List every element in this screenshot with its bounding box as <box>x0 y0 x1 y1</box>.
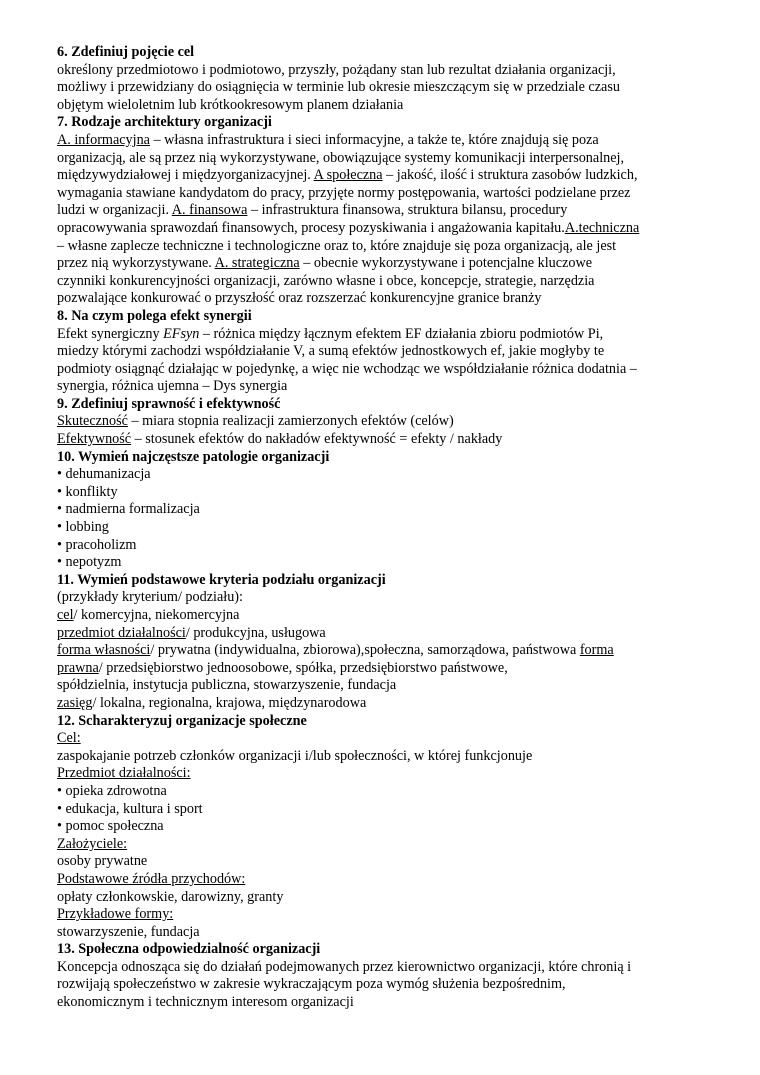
q11-line: cel/ komercyjna, niekomercyjna <box>57 607 240 623</box>
q8-heading: 8. Na czym polega efekt synergii <box>57 307 252 324</box>
zrodla-label: Podstawowe źródła przychodów: <box>57 870 246 887</box>
q6-line: objętym wieloletnim lub krótkookresowym planem działania <box>57 96 404 113</box>
term-techniczna: A.techniczna <box>564 219 640 236</box>
q8-line: Efekt synergiczny EFsyn – różnica między łącznym efektem EF działania zbioru podmiotów Pi, <box>57 325 604 342</box>
q7-line: wymagania stawiane kandydatom do pracy, przyjęte normy postępowania, wartości podzielane przez <box>57 184 631 201</box>
q11-intro: (przykłady kryterium/ podziału): <box>57 589 243 606</box>
q12-heading: 12. Scharakteryzuj organizacje społeczne <box>57 712 307 729</box>
q7-line: opracowywania sprawozdań finansowych, procesy pozyskiwania i angażowania kapitału.A.techniczna <box>57 219 640 236</box>
term-strategiczna: A. strategiczna <box>214 255 300 272</box>
term-cel: cel <box>57 607 74 623</box>
zalozyciele-label: Założyciele: <box>57 835 128 852</box>
term-forma-wlasnosci: forma własności <box>57 642 151 659</box>
przedmiot-label: Przedmiot działalności: <box>57 765 191 782</box>
q11-line: zasięg/ lokalna, regionalna, krajowa, międzynarodowa <box>57 694 367 711</box>
list-item: • opieka zdrowotna <box>57 782 167 799</box>
q6-heading: 6. Zdefiniuj pojęcie cel <box>57 44 195 60</box>
q6-line: możliwy i przewidziany do osiągnięcia w terminie lub okresie mieszczącym się w przedziale czasu <box>57 79 620 96</box>
q9-line: Skuteczność – miara stopnia realizacji zamierzonych efektów (celów) <box>57 413 454 430</box>
q13-heading: 13. Społeczna odpowiedzialność organizacji <box>57 941 321 958</box>
q6-line: określony przedmiotowo i podmiotowo, przyszły, pożądany stan lub rezultat działania organizacji, <box>57 61 616 78</box>
q7-line: pozwalające konkurować o przyszłość oraz rozszerzać konkurencyjne granice branży <box>57 290 542 307</box>
list-item: • lobbing <box>57 519 109 536</box>
term-przedmiot: przedmiot działalności <box>57 624 186 641</box>
q7-heading: 7. Rodzaje architektury organizacji <box>57 114 272 131</box>
q7-line: A. informacyjna – własna infrastruktura i sieci informacyjne, a także te, które znajdują się poza <box>57 131 599 148</box>
cel-label: Cel: <box>57 730 81 747</box>
list-item: • nepotyzm <box>57 554 122 571</box>
term-finansowa: A. finansowa <box>171 202 248 219</box>
q11-line: przedmiot działalności/ produkcyjna, usługowa <box>57 624 326 641</box>
zrodla-text: opłaty członkowskie, darowizny, granty <box>57 888 284 905</box>
q7-line: czynniki konkurencyjności organizacji, zarówno własne i obce, koncepcje, strategie, narzędzia <box>57 272 595 289</box>
q7-line: – własne zaplecze techniczne i technologiczne oraz to, które znajduje się poza organizacją, ale jest <box>57 237 617 254</box>
q8-line: podmioty osiągnąć działając w pojedynkę, a więc nie wchodząc we współdziałanie różnica dodatnia – <box>57 360 637 377</box>
q7-line: przez nią wykorzystywane. A. strategiczna – obecnie wykorzystywane i potencjalne kluczowe <box>57 255 592 272</box>
zalozyciele-text: osoby prywatne <box>57 853 148 870</box>
q11-line: spółdzielnia, instytucja publiczna, stowarzyszenie, fundacja <box>57 677 397 694</box>
q9-line: Efektywność – stosunek efektów do nakładów efektywność = efekty / nakłady <box>57 431 503 448</box>
list-item: • nadmierna formalizacja <box>57 501 200 518</box>
term-efektywnosc: Efektywność <box>57 431 132 448</box>
list-item: • konflikty <box>57 483 118 500</box>
term-spoleczna: A społeczna <box>313 167 383 184</box>
q13-line: rozwijają społeczeństwo w zakresie wykraczającym poza wymóg służenia bezpośrednim, <box>57 976 566 993</box>
term-informacyjna: A. informacyjna <box>57 131 150 148</box>
q8-line: miedzy którymi zachodzi współdziałanie V, a sumą efektów jednostkowych ef, jakie mogłyby te <box>57 343 605 360</box>
q13-line: Koncepcja odnosząca się do działań podejmowanych przez kierownictwo organizacji, które chronią i <box>57 958 632 975</box>
q9-heading: 9. Zdefiniuj sprawność i efektywność <box>57 395 281 412</box>
q13-line: ekonomicznym i technicznym interesom organizacji <box>57 994 354 1011</box>
term-prawna: prawna <box>57 659 99 676</box>
q11-heading: 11. Wymień podstawowe kryteria podziału organizacji <box>57 571 386 588</box>
list-item: • dehumanizacja <box>57 466 151 483</box>
list-item: • pomoc społeczna <box>57 818 164 835</box>
list-item: • edukacja, kultura i sport <box>57 800 203 817</box>
q7-line: ludzi w organizacji. A. finansowa – infrastruktura finansowa, struktura bilansu, procedury <box>57 202 568 219</box>
term-zasieg: zasięg <box>57 694 93 711</box>
q11-line: prawna/ przedsiębiorstwo jednoosobowe, spółka, przedsiębiorstwo państwowe, <box>57 659 508 676</box>
q11-line: forma własności/ prywatna (indywidualna, zbiorowa),społeczna, samorządowa, państwowa forma <box>57 642 614 659</box>
term-skutecznosc: Skuteczność <box>57 413 128 430</box>
term-forma: forma <box>579 642 614 659</box>
efsyn-symbol: EFsyn <box>163 325 200 342</box>
q7-line: międzywydziałowej i międzyorganizacyjnej. A społeczna – jakość, ilość i struktura zasobów ludzkich, <box>57 167 638 184</box>
list-item: • pracoholizm <box>57 536 137 553</box>
q8-line: synergia, różnica ujemna – Dys synergia <box>57 378 288 395</box>
q10-heading: 10. Wymień najczęstsze patologie organizacji <box>57 448 330 465</box>
cel-text: zaspokajanie potrzeb członków organizacji i/lub społeczności, w której funkcjonuje <box>57 747 533 764</box>
q7-line: organizacją, ale są przez nią wykorzystywane, obowiązujące systemy komunikacji interpersonalnej, <box>57 149 625 166</box>
formy-text: stowarzyszenie, fundacja <box>57 923 200 940</box>
formy-label: Przykładowe formy: <box>57 906 174 923</box>
